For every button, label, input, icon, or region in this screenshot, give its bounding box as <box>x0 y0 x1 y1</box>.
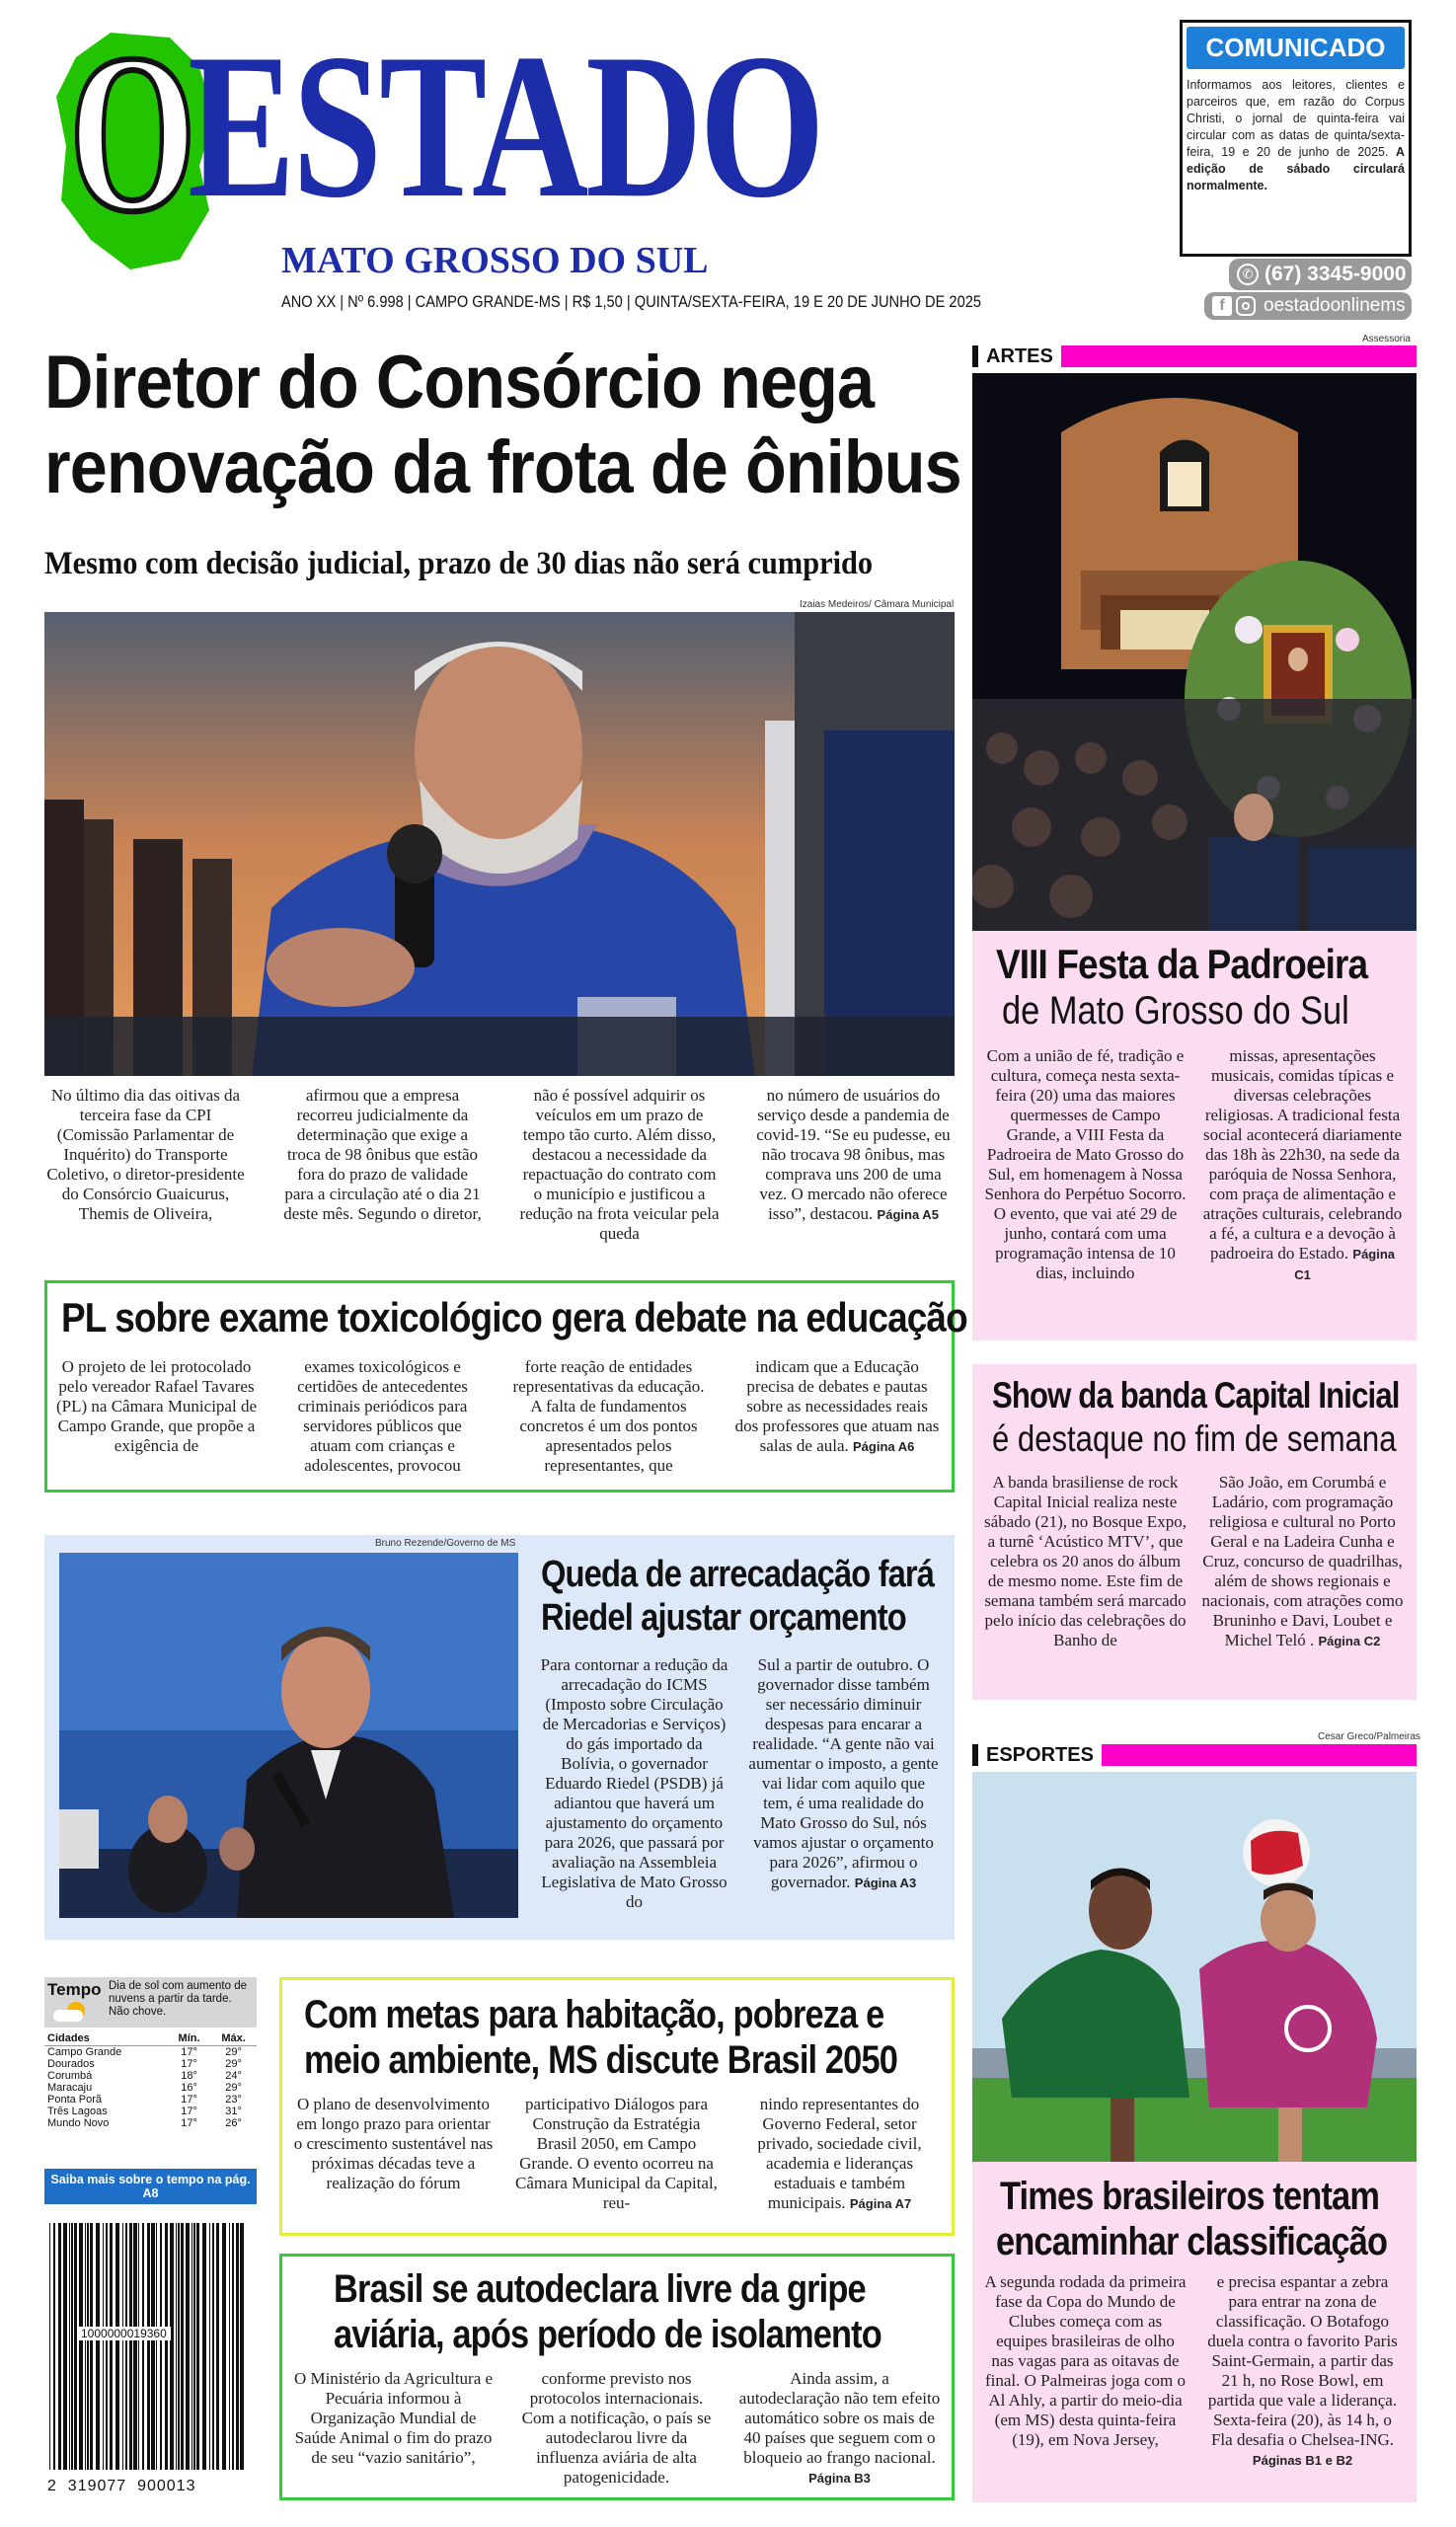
masthead-region: MATO GROSSO DO SUL <box>281 240 709 281</box>
weather-min: 17° <box>181 2094 197 2106</box>
weather-max: 29° <box>225 2058 242 2070</box>
esportes-page-ref: Páginas B1 e B2 <box>1252 2453 1353 2468</box>
brasil2050-headline-line-2: meio ambiente, MS discute Brasil 2050 <box>304 2038 898 2082</box>
lead-headline <box>44 341 962 510</box>
esportes-col-2-text: e precisa espantar a zebra para entrar na zona de classificação. O Botafogo duela contra o favorito Paris Saint-Germain, a partir das 21 h, no Rose Bowl, em partida que vale a liderança. Sexta-feira (20), às 14 h, o Fla desafia o Chelsea-ING. <box>1207 2272 1398 2449</box>
barcode-bar <box>138 2223 139 2470</box>
esportes-photo-credit: Cesar Greco/Palmeiras <box>1318 1731 1420 1742</box>
barcode-bar <box>129 2223 132 2470</box>
riedel-photo-credit: Bruno Rezende/Governo de MS <box>375 1538 516 1549</box>
barcode-bar <box>160 2223 162 2470</box>
barcode-bar <box>181 2223 184 2470</box>
barcode-bar <box>222 2223 226 2470</box>
weather-note: Dia de sol com aumento de nuvens a partir da tarde. Não chove. <box>109 1980 247 2018</box>
brasil2050-headline-line-1: Com metas para habitação, pobreza e <box>304 1993 884 2036</box>
weather-city: Dourados <box>47 2058 95 2070</box>
weather-max: 26° <box>225 2117 242 2129</box>
lead-col-2: afirmou que a empresa recorreu judicialmente da determinação que exige a troca de 98 ônibus que estão fora do prazo de validade para a circulação até o dia 21 deste mês. Segundo o diretor, <box>283 1086 482 1223</box>
artes-photo <box>972 373 1417 931</box>
capital-headline-line-1: Show da banda Capital Inicial <box>992 1375 1400 1416</box>
artes-page-ref: Página C1 <box>1294 1247 1396 1282</box>
barcode-bar <box>147 2223 150 2470</box>
barcode-bar <box>236 2223 239 2470</box>
lead-headline-line-2: renovação da frota de ônibus <box>44 425 961 509</box>
barcode-bar <box>79 2223 83 2470</box>
lead-col-3: não é possível adquirir os veículos em um prazo de tempo tão curto. Além disso, destacou a necessidade da repactuação do contrato com o município e justificou a redução na frota veicular pela queda <box>519 1086 720 1243</box>
riedel-headline-line-2: Riedel ajustar orçamento <box>541 1597 906 1639</box>
weather-min: 16° <box>181 2082 197 2094</box>
barcode-bar <box>110 2223 113 2470</box>
barcode-bar <box>142 2223 144 2470</box>
barcode-bar <box>156 2223 157 2470</box>
barcode-bar <box>216 2223 219 2470</box>
artes-photo-image <box>972 373 1417 931</box>
esportes-photo-image <box>972 1772 1417 2162</box>
esportes-tag <box>972 1744 1417 1766</box>
gripe-box <box>279 2254 955 2500</box>
brasil2050-col-2: participativo Diálogos para Construção da Estratégia Brasil 2050, em Campo Grande. O evento ocorreu na Câmara Municipal da Capital, reu- <box>515 2095 718 2212</box>
barcode-bar <box>90 2223 93 2470</box>
barcode-bar <box>106 2223 108 2470</box>
gripe-headline-line-1: Brasil se autodeclara livre da gripe <box>334 2267 866 2311</box>
pl-col-4-text: indicam que a Educação precisa de debates e pautas sobre as necessidades reais dos professores que atuam nas salas de aula. <box>734 1357 940 1455</box>
gripe-headline-line-2: aviária, após período de isolamento <box>334 2313 881 2356</box>
lead-col-4 <box>752 1086 955 1225</box>
artes-col-1: Com a união de fé, tradição e cultura, começa nesta sexta-feira (20) uma das maiores quermesses de Campo Grande, a VIII Festa da Padroeira de Mato Grosso do Sul, em homenagem à Nossa Senhora do Perpétuo Socorro. O evento, que vai até 29 de junho, contará com uma programação intensa de 10 dias, incluindo <box>984 1046 1187 1282</box>
lead-col-4-text: no número de usuários do serviço desde a pandemia de covid-19. “Se eu pudesse, eu não trocava 98 ônibus, mas comprava uns 200 de uma vez. O mercado não oferece isso”, destacou. <box>756 1086 951 1223</box>
barcode-bar <box>196 2223 199 2470</box>
barcode-bar <box>240 2223 244 2470</box>
capital-col-1: A banda brasiliense de rock Capital Inicial realiza neste sábado (21), no Bosque Expo, a turnê ‘Acústico MTV’, que celebra os 20 anos do álbum de mesmo nome. Este fim de semana também será marcado pelo início das celebrações do Banho de <box>984 1473 1187 1649</box>
phone-icon: ✆ <box>1237 264 1259 285</box>
riedel-photo <box>59 1553 518 1918</box>
esportes-headline-line-2: encaminhar classificação <box>996 2220 1388 2263</box>
barcode-bar <box>69 2223 70 2470</box>
pl-col-2: exames toxicológicos e certidões de antecedentes criminais periódicos para servidores públicos que atuam com crianças e adolescentes, provocou <box>297 1357 468 1475</box>
weather-max: 29° <box>225 2046 242 2058</box>
barcode-bar <box>165 2223 168 2470</box>
weather-city: Campo Grande <box>47 2046 122 2058</box>
barcode-bottom-number: 2 319077 900013 <box>47 2478 196 2494</box>
barcode-bar <box>115 2223 119 2470</box>
capital-col-2 <box>1201 1473 1404 1651</box>
gripe-col-3 <box>738 2369 941 2489</box>
barcode-bar <box>122 2223 123 2470</box>
esportes-headline-line-1: Times brasileiros tentam <box>1000 2175 1380 2218</box>
barcode-bar <box>193 2223 195 2470</box>
instagram-icon[interactable] <box>1236 296 1256 316</box>
brasil2050-box <box>279 1977 955 2236</box>
artes-col-2-text: missas, apresentações musicais, comidas típicas e diversas celebrações religiosas. A tradicional festa social acontecerá diariamente das 18h às 22h30, na sede da paróquia de Nossa Senhora, com praça de alimentação e atrações culturais, celebrando a fé, a cultura e a devoção à padroeira do Estado. <box>1202 1046 1403 1263</box>
esportes-box <box>972 2162 1417 2502</box>
masthead <box>0 0 1175 326</box>
weather-min: 17° <box>181 2106 197 2117</box>
brasil2050-col-3 <box>738 2095 941 2214</box>
artes-headline-line-1: VIII Festa da Padroeira <box>996 941 1368 987</box>
weather-min: 18° <box>181 2070 197 2082</box>
weather-city: Maracaju <box>47 2082 93 2094</box>
barcode-bar <box>133 2223 137 2470</box>
brasil2050-col-3-text: nindo representantes do Governo Federal, setor privado, sociedade civil, academia e lideranças estaduais e também municipais. <box>757 2095 922 2212</box>
weather-header-max: Máx. <box>221 2032 246 2044</box>
gripe-col-2: conforme previsto nos protocolos internacionais. Com a notificação, o país se autodeclarou livre da influenza aviária de alta patogenicidade. <box>521 2369 712 2487</box>
barcode-bar <box>125 2223 127 2470</box>
barcode-bars <box>47 2223 250 2480</box>
comunicado-bold: A edição de sábado circulará normalmente. <box>1187 145 1405 192</box>
artes-tag <box>972 345 1417 367</box>
weather-city: Corumbá <box>47 2070 93 2082</box>
comunicado-box <box>1180 20 1412 257</box>
social-box <box>1204 292 1412 320</box>
gripe-col-1: O Ministério da Agricultura e Pecuária informou à Organização Mundial de Saúde Animal o fim do prazo de seu “vazio sanitário”, <box>293 2369 494 2467</box>
barcode-bar <box>58 2223 61 2470</box>
barcode-bar <box>178 2223 180 2470</box>
gripe-page-ref: Página B3 <box>808 2471 871 2486</box>
table-row <box>44 2117 257 2129</box>
riedel-col-2-text: Sul a partir de outubro. O governador disse também ser necessário diminuir despesas para encarar a realidade. “A gente não vai aumentar o imposto, a gente vai lidar com aquilo que tem, é uma realidade do Mato Grosso do Sul, nós vamos ajustar o orçamento para 2026”, afirmou o governador. <box>748 1655 939 1891</box>
weather-box <box>44 1977 257 2204</box>
capital-page-ref: Página C2 <box>1318 1634 1381 1648</box>
table-row <box>44 2058 257 2070</box>
facebook-icon[interactable]: f <box>1212 296 1232 316</box>
weather-max: 29° <box>225 2082 242 2094</box>
weather-city: Três Lagoas <box>47 2106 108 2117</box>
barcode-bar <box>63 2223 67 2470</box>
comunicado-title: COMUNICADO <box>1187 27 1405 69</box>
capital-box <box>972 1364 1417 1700</box>
pl-headline: PL sobre exame toxicológico gera debate na educação <box>61 1294 967 1340</box>
capital-col-2-text: São João, em Corumbá e Ladário, com programação religiosa e cultural no Porto Geral e na Ladeira Cunha e Cruz, concurso de quadrilhas, além de shows regionais e nacionais, com atrações como Bruninho e Davi, Loubet e Michel Teló . <box>1201 1473 1404 1649</box>
barcode-bar <box>212 2223 214 2470</box>
weather-max: 23° <box>225 2094 242 2106</box>
barcode-bar <box>74 2223 77 2470</box>
lead-col-1: No último dia das oitivas da terceira fase da CPI (Comissão Parlamentar de Inquérito) do Transporte Coletivo, o diretor-presidente do Consórcio Guaicurus, Themis de Oliveira, <box>46 1086 245 1223</box>
weather-table <box>44 2031 257 2129</box>
capital-headline-line-2: é destaque no fim de semana <box>992 1418 1397 1459</box>
riedel-col-2 <box>747 1655 940 1893</box>
riedel-photo-image <box>59 1553 518 1918</box>
barcode-bar <box>103 2223 104 2470</box>
phone-box <box>1229 259 1412 290</box>
lead-headline-line-1: Diretor do Consórcio nega <box>44 341 875 424</box>
phone-number: (67) 3345-9000 <box>1264 263 1407 285</box>
artes-tag-label: ARTES <box>972 345 1061 367</box>
barcode-bar <box>170 2223 174 2470</box>
brasil2050-col-1: O plano de desenvolvimento em longo prazo para orientar o crescimento sustentável nas próximas décadas teve a realização do fórum <box>293 2095 494 2192</box>
comunicado-text: Informamos aos leitores, clientes e parceiros que, em razão do Corpus Christi, o jornal de quinta-feira vai circular com as datas de quinta/sexta-feira, 19 e 20 de junho de 2025. <box>1187 78 1405 159</box>
weather-footer-link[interactable]: Saiba mais sobre o tempo na pág. A8 <box>44 2169 257 2204</box>
barcode-bar <box>49 2223 50 2470</box>
barcode-bar <box>85 2223 86 2470</box>
riedel-col-1: Para contornar a redução da arrecadação do ICMS (Imposto sobre Circulação de Mercadorias e Serviços) do gás importado da Bolívia, o governador Eduardo Riedel (PSDB) já adiantou que haverá um ajustamento do orçamento para 2026, que passará por avaliação na Assembleia Legislativa de Mato Grosso do <box>540 1655 728 1911</box>
barcode <box>47 2223 250 2499</box>
lead-photo-credit: Izaias Medeiros/ Câmara Municipal <box>800 599 955 610</box>
barcode-bar <box>96 2223 100 2470</box>
table-row <box>44 2094 257 2106</box>
table-row <box>44 2082 257 2094</box>
weather-city: Ponta Porã <box>47 2094 103 2106</box>
barcode-bar <box>151 2223 155 2470</box>
barcode-bar <box>202 2223 206 2470</box>
weather-rows <box>44 2046 257 2130</box>
table-row <box>44 2046 257 2059</box>
barcode-bar <box>53 2223 55 2470</box>
lead-photo <box>44 612 955 1076</box>
barcode-bar <box>176 2223 177 2470</box>
pl-page-ref: Página A6 <box>853 1439 915 1454</box>
riedel-headline-line-1: Queda de arrecadação fará <box>541 1554 935 1595</box>
artes-box <box>972 931 1417 1340</box>
esportes-col-1: A segunda rodada da primeira fase da Copa do Mundo de Clubes começa com as equipes brasileiras de olho nas vagas para as oitavas de final. O Palmeiras joga com o Al Ahly, a partir do meio-dia (em MS) desta quinta-feira (19), em Nova Jersey, <box>984 2272 1187 2449</box>
barcode-bar <box>71 2223 73 2470</box>
weather-title: Tempo <box>47 1980 102 1999</box>
weather-city: Mundo Novo <box>47 2117 110 2129</box>
table-row <box>44 2070 257 2082</box>
barcode-bar <box>209 2223 210 2470</box>
masthead-title: ESTADO <box>188 12 822 241</box>
pl-box <box>44 1280 967 1493</box>
masthead-o-letter: O <box>69 7 196 259</box>
esportes-photo <box>972 1772 1417 2162</box>
weather-min: 17° <box>181 2046 197 2058</box>
pl-col-4 <box>733 1357 941 1457</box>
brasil2050-page-ref: Página A7 <box>849 2196 912 2211</box>
artes-headline-line-2: de Mato Grosso do Sul <box>1002 989 1349 1033</box>
gripe-col-3-text: Ainda assim, a autodeclaração não tem efeito automático sobre os mais de 40 países que seguem com o bloqueio ao frango nacional. <box>738 2369 941 2467</box>
weather-min: 17° <box>181 2058 197 2070</box>
pl-col-3: forte reação de entidades representativas da educação. A falta de fundamentos concretos é um dos pontos apresentados pelos representantes, que <box>512 1357 705 1475</box>
artes-col-2 <box>1201 1046 1404 1285</box>
weather-min: 17° <box>181 2117 197 2129</box>
esportes-tag-label: ESPORTES <box>972 1744 1102 1766</box>
social-handle: oestadoonlinems <box>1264 295 1406 316</box>
weather-header-city: Cidades <box>47 2032 90 2044</box>
issue-line: ANO XX | Nº 6.998 | CAMPO GRANDE-MS | R$ 1,50 | QUINTA/SEXTA-FEIRA, 19 E 20 DE JUNHO DE 2025 <box>281 292 981 311</box>
barcode-top-number: 1000000019360 <box>77 2327 171 2340</box>
weather-max: 24° <box>225 2070 242 2082</box>
pl-col-1: O projeto de lei protocolado pelo vereador Rafael Tavares (PL) na Câmara Municipal de Campo Grande, que propõe a exigência de <box>56 1357 257 1455</box>
riedel-page-ref: Página A3 <box>854 1876 917 1890</box>
lead-subhead: Mesmo com decisão judicial, prazo de 30 dias não será cumprido <box>44 546 874 581</box>
barcode-bar <box>229 2223 230 2470</box>
artes-photo-credit: Assessoria <box>1362 334 1411 345</box>
esportes-col-2 <box>1201 2272 1404 2471</box>
lead-page-ref: Página A5 <box>877 1207 939 1222</box>
lead-photo-image <box>44 612 955 1076</box>
barcode-bar <box>186 2223 190 2470</box>
barcode-bar <box>87 2223 89 2470</box>
table-row <box>44 2106 257 2117</box>
weather-header-min: Mín. <box>178 2032 200 2044</box>
barcode-bar <box>232 2223 234 2470</box>
weather-max: 31° <box>225 2106 242 2117</box>
riedel-box <box>44 1535 955 1940</box>
sun-cloud-icon <box>53 2002 93 2022</box>
